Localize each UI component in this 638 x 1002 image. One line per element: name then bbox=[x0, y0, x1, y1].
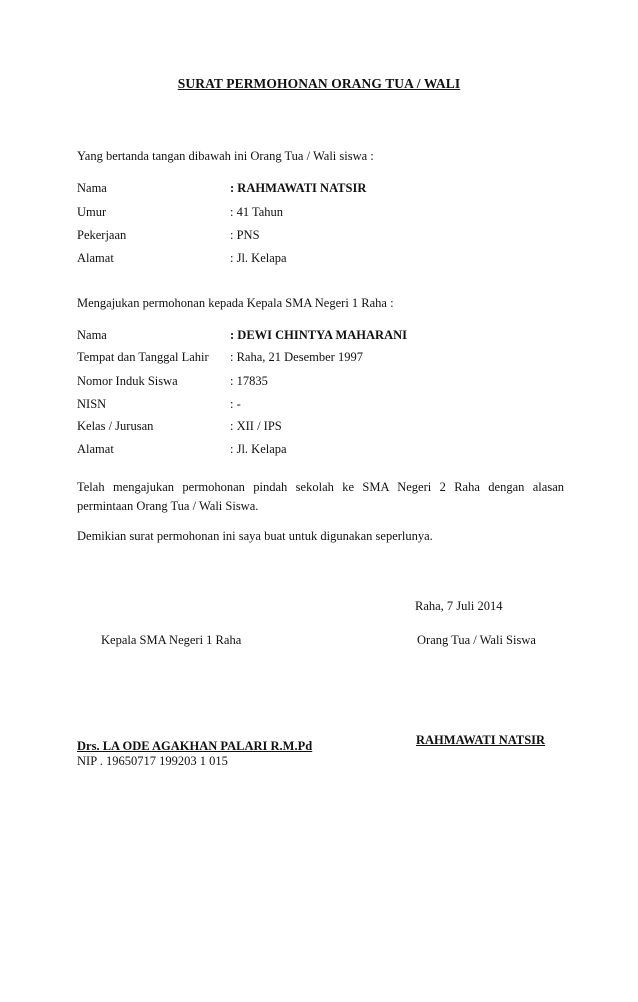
closing-paragraph: Demikian surat permohonan ini saya buat untuk digunakan seperlunya. bbox=[77, 529, 433, 543]
signature-left-name: Drs. LA ODE AGAKHAN PALARI R.M.Pd bbox=[77, 739, 313, 753]
student-name-label: Nama bbox=[77, 328, 107, 342]
parent-address-label: Alamat bbox=[77, 251, 114, 265]
parent-age-value: : 41 Tahun bbox=[230, 205, 284, 219]
request-intro-text: Mengajukan permohonan kepada Kepala SMA Negeri 1 Raha : bbox=[77, 296, 394, 310]
student-address-value: : Jl. Kelapa bbox=[230, 442, 287, 456]
signature-right-name: RAHMAWATI NATSIR bbox=[416, 733, 546, 747]
student-address-label: Alamat bbox=[77, 442, 114, 456]
body-paragraph: Telah mengajukan permohonan pindah sekolah ke SMA Negeri 2 Raha dengan alasan permintaan Orang Tua / Wali Siswa. bbox=[77, 480, 564, 513]
student-nisn-label: NISN bbox=[77, 397, 107, 411]
signature-left-role: Kepala SMA Negeri 1 Raha bbox=[101, 633, 242, 647]
signature-right-role: Orang Tua / Wali Siswa bbox=[417, 633, 536, 647]
student-class-label: Kelas / Jurusan bbox=[77, 419, 154, 433]
parent-name-label: Nama bbox=[77, 181, 107, 195]
parent-job-label: Pekerjaan bbox=[77, 228, 127, 242]
student-birth-label: Tempat dan Tanggal Lahir bbox=[77, 350, 209, 364]
student-nis-value: : 17835 bbox=[230, 374, 268, 388]
parent-age-label: Umur bbox=[77, 205, 107, 219]
parent-job-value: : PNS bbox=[230, 228, 260, 242]
student-name-value: : DEWI CHINTYA MAHARANI bbox=[230, 328, 407, 342]
place-date: Raha, 7 Juli 2014 bbox=[415, 599, 503, 613]
parent-address-value: : Jl. Kelapa bbox=[230, 251, 287, 265]
signature-left-nip: NIP . 19650717 199203 1 015 bbox=[77, 754, 228, 768]
intro-text: Yang bertanda tangan dibawah ini Orang Tua / Wali siswa : bbox=[77, 149, 374, 163]
parent-name-value: : RAHMAWATI NATSIR bbox=[230, 181, 367, 195]
student-nis-label: Nomor Induk Siswa bbox=[77, 374, 178, 388]
student-class-value: : XII / IPS bbox=[230, 419, 282, 433]
letter-title: SURAT PERMOHONAN ORANG TUA / WALI bbox=[177, 76, 461, 91]
student-birth-value: : Raha, 21 Desember 1997 bbox=[230, 350, 363, 364]
student-nisn-value: : - bbox=[230, 397, 241, 411]
